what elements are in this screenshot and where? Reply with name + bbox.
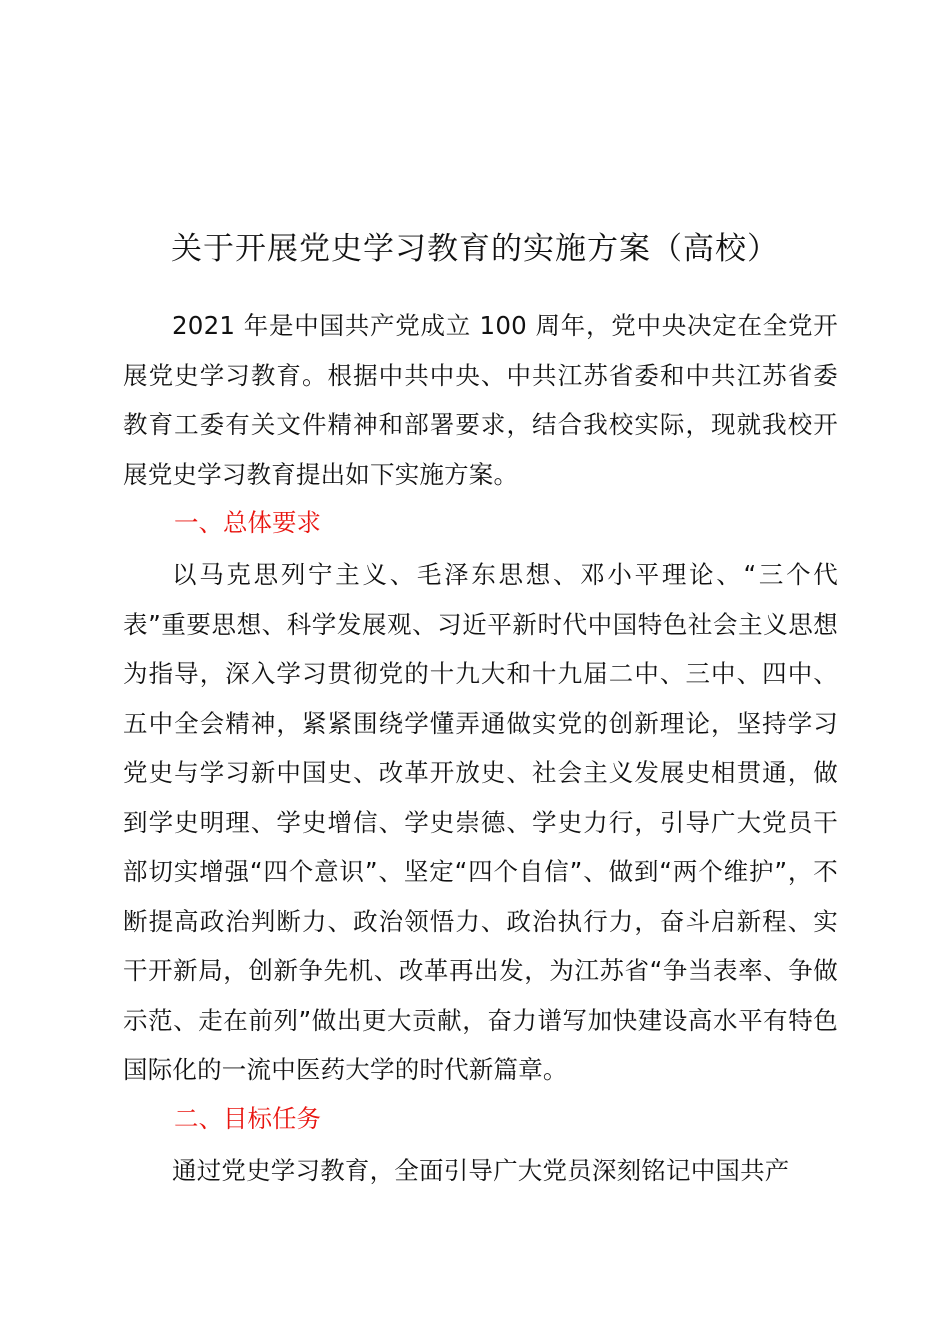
section-heading-general-requirements: 一、总体要求 bbox=[174, 508, 321, 537]
section-paragraph-general-requirements: 以马克思列宁主义、毛泽东思想、邓小平理论、“三个代表”重要思想、科学发展观、习近平新时代中国特色社会主义思想为指导，深入学习贯彻党的十九大和十九届二中、三中、四中、五中全会精神，紧紧围绕学懂弄通做实党的创新理论，坚持学习党史与学习新中国史、改革开放史、社会主义发展史相贯通，做到学史明理、学史增信、学史崇德、学史力行，引导广大党员干部切实增强“四个意识”、坚定“四个自信”、做到“两个维护”，不断提高政治判断力、政治领悟力、政治执行力，奋斗启新程、实干开新局，创新争先机、改革再出发，为江苏省“争当表率、争做示范、走在前列”做出更大贡献，奋力谱写加快建设高水平有特色国际化的一流中医药大学的时代新篇章。 bbox=[123, 560, 838, 1084]
intro-paragraph: 2021 年是中国共产党成立 100 周年，党中央决定在全党开展党史学习教育。根据中共中央、中共江苏省委和中共江苏省委教育工委有关文件精神和部署要求，结合我校实际，现就我校开展党史学习教育提出如下实施方案。 bbox=[123, 311, 838, 489]
section-paragraph-goals-tasks: 通过党史学习教育，全面引导广大党员深刻铭记中国共产 bbox=[172, 1156, 790, 1185]
section-heading-goals-tasks: 二、目标任务 bbox=[174, 1104, 321, 1133]
document-title: 关于开展党史学习教育的实施方案（高校） bbox=[171, 231, 779, 267]
